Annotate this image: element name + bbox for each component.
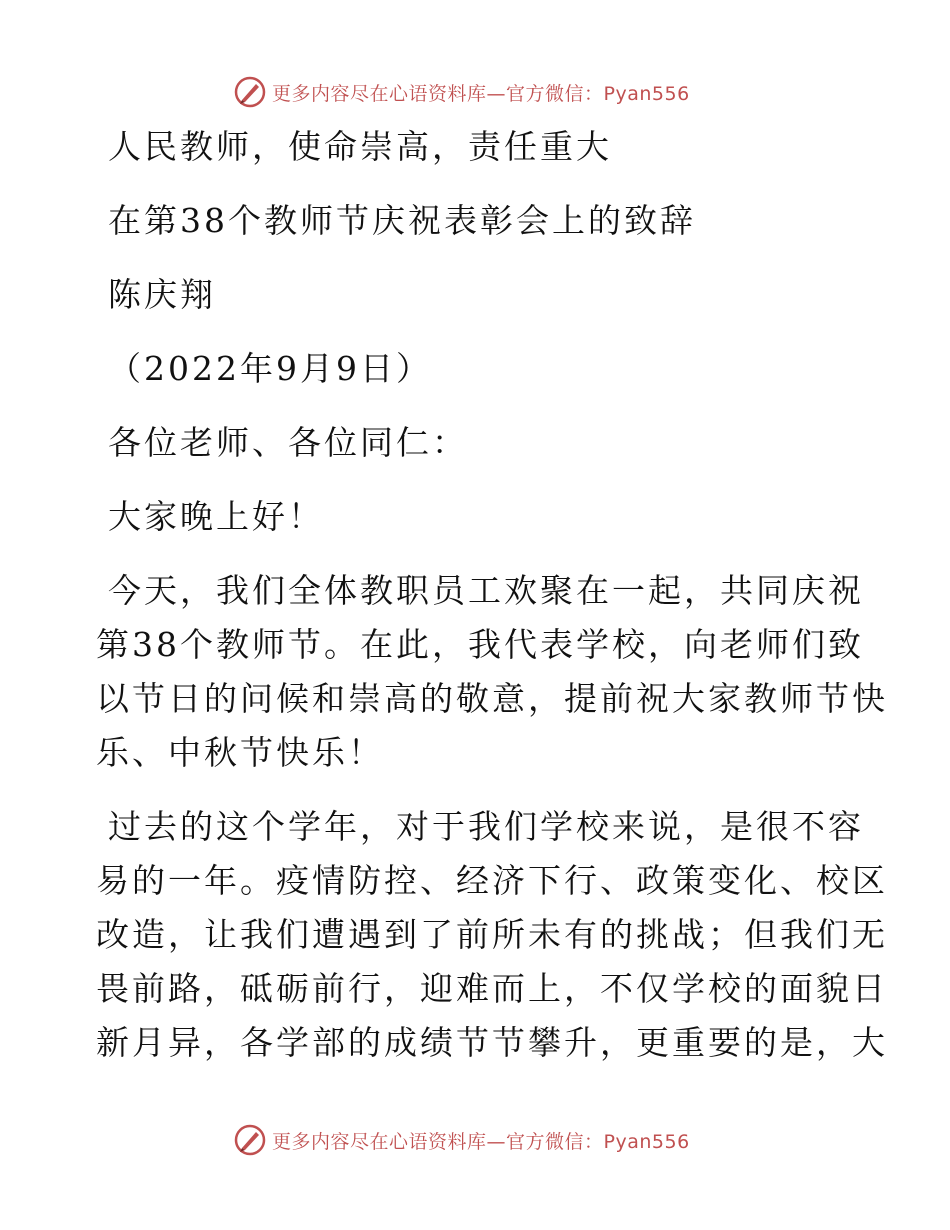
document-salutation: 大家晚上好！ xyxy=(108,497,324,536)
paragraph-line: 以节日的问候和崇高的敬意，提前祝大家教师节快 xyxy=(96,679,888,718)
document-greeting: 各位老师、各位同仁： xyxy=(108,423,468,462)
document-date: （2022年9月9日） xyxy=(108,349,432,388)
paragraph-line: 第38个教师节。在此，我代表学校，向老师们致 xyxy=(96,625,864,664)
paragraph-line: 易的一年。疫情防控、经济下行、政策变化、校区 xyxy=(96,861,888,900)
document-subtitle: 在第38个教师节庆祝表彰会上的致辞 xyxy=(108,201,696,240)
paragraph-line: 新月异，各学部的成绩节节攀升，更重要的是，大 xyxy=(96,1023,888,1062)
paragraph-line: 乐、中秋节快乐！ xyxy=(96,733,384,772)
document-body xyxy=(96,120,888,1090)
quill-logo-icon xyxy=(234,1124,266,1156)
paragraph xyxy=(96,564,888,780)
watermark-banner-top xyxy=(234,72,714,112)
document-author: 陈庆翔 xyxy=(108,275,216,314)
paragraph-line: 改造，让我们遭遇到了前所未有的挑战；但我们无 xyxy=(96,915,888,954)
paragraph-line: 过去的这个学年，对于我们学校来说，是很不容 xyxy=(108,807,864,846)
watermark-banner-bottom xyxy=(234,1120,714,1160)
paragraph-line: 今天，我们全体教职员工欢聚在一起，共同庆祝 xyxy=(108,571,864,610)
watermark-text: 更多内容尽在心语资料库—官方微信：Pyan556 xyxy=(272,82,690,105)
quill-logo-icon xyxy=(234,76,266,108)
document-title: 人民教师，使命崇高，责任重大 xyxy=(108,127,612,166)
paragraph-line: 畏前路，砥砺前行，迎难而上，不仅学校的面貌日 xyxy=(96,969,888,1008)
watermark-text: 更多内容尽在心语资料库—官方微信：Pyan556 xyxy=(272,1130,690,1153)
paragraph xyxy=(96,800,888,1070)
